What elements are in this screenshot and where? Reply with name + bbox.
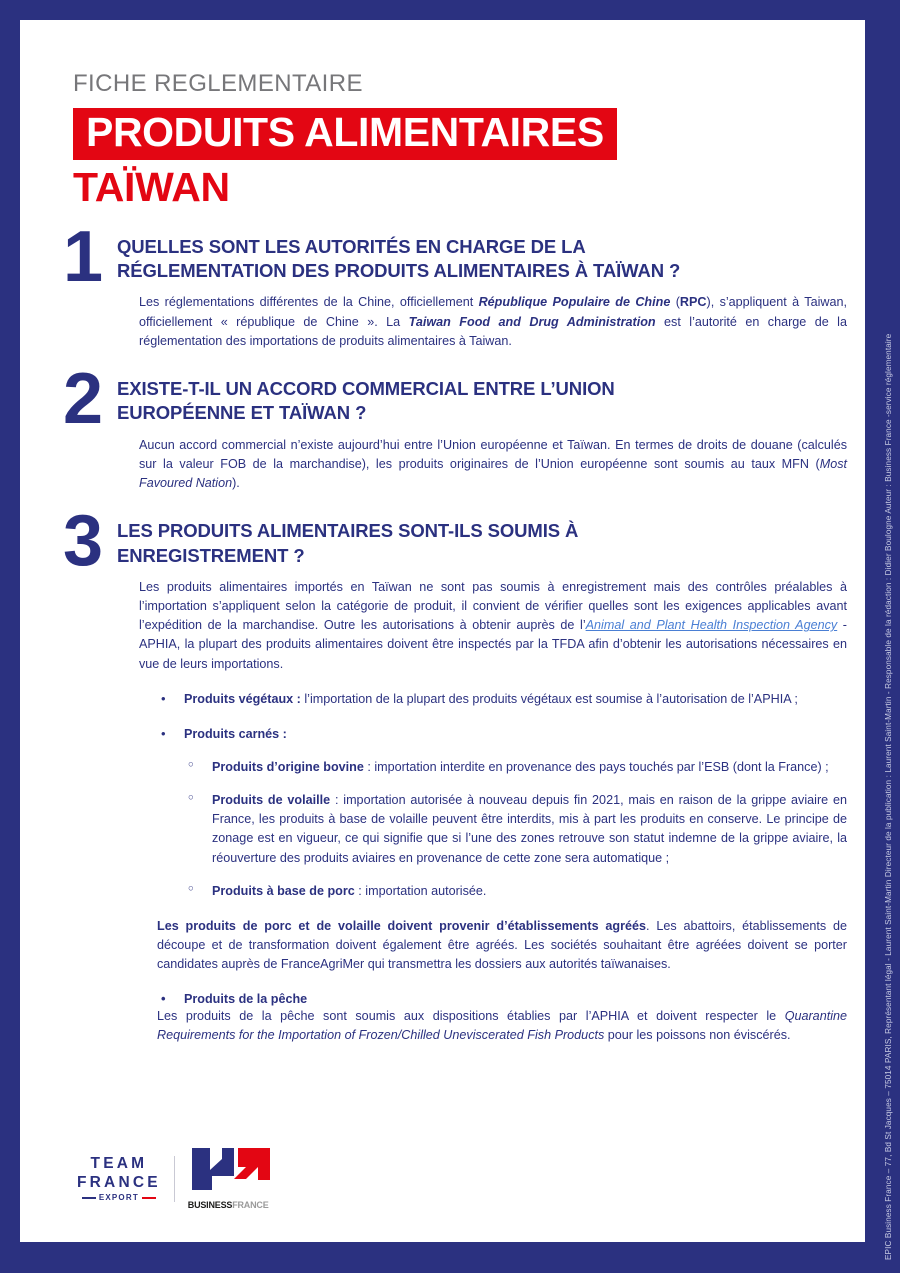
list-item-carnes	[157, 725, 847, 901]
page-subtitle-country: TAÏWAN	[73, 163, 230, 210]
section-3-heading-line-2: ENREGISTREMENT ?	[117, 544, 305, 566]
section-1-number: 1	[63, 216, 102, 297]
agrement-paragraph	[157, 917, 847, 974]
text-fragment: ), s’appliquent à Taiwan, officiellement « république de Chine ». La	[139, 295, 847, 329]
page-title: PRODUITS ALIMENTAIRES	[73, 108, 617, 160]
text-fragment: est l’autorité en charge de la réglementation des importations de produits alimentaires à Taiwan.	[139, 314, 847, 348]
section-2-heading-line-1: EXISTE-T-IL UN ACCORD COMMERCIAL ENTRE L’UNION	[117, 377, 615, 399]
text-fragment: - APHIA, la plupart des produits alimentaires doivent être inspectés par la TFDA afin d’obtenir les autorisations nécessaires en vue de leurs importations.	[139, 618, 847, 671]
section-2-heading	[117, 377, 847, 426]
bullet-label: Produits végétaux :	[184, 691, 301, 706]
section-3-heading	[117, 519, 847, 568]
product-category-list	[157, 690, 847, 901]
section-1-heading	[117, 235, 847, 284]
agrement-emphasis: Les produits de porc et de volaille doivent provenir d’établissements agréés	[157, 918, 647, 933]
tfe-line-france: FRANCE	[77, 1173, 161, 1191]
aphia-link[interactable]: Animal and Plant Health Inspection Agency	[585, 618, 838, 633]
legal-notice-vertical: EPIC Business France – 77, Bd St Jacques – 75014 PARIS, Représentant légal - Laurent Saint-Martin Directeur de la publication : Laurent Saint-Martin - Responsable de la rédaction : Didier Boulogne Auteur : Business France -service réglementaire	[884, 333, 893, 1260]
document-kicker: FICHE REGLEMENTAIRE	[73, 70, 363, 97]
section-3	[57, 501, 848, 1045]
wordmark-france: FRANCE	[232, 1200, 269, 1210]
rule-left-icon	[82, 1197, 96, 1199]
business-france-mark-icon	[188, 1146, 276, 1196]
document-content	[57, 70, 847, 1045]
list-item-bovine	[184, 758, 847, 777]
emphasis-rpc-full: République Populaire de Chine	[478, 295, 671, 310]
section-2	[57, 358, 847, 493]
bullet-text: l’importation de la plupart des produits végétaux est soumise à l’autorisation de l’APHIA ;	[300, 691, 798, 706]
sub-bullet-label: Produits d’origine bovine	[212, 759, 364, 774]
tfe-line-export-row	[77, 1194, 161, 1202]
section-1-paragraph	[139, 293, 847, 350]
tfe-line-team: TEAM	[90, 1155, 148, 1172]
text-fragment: (	[670, 295, 680, 310]
list-item-porc	[184, 882, 847, 901]
text-fragment: ).	[232, 476, 240, 490]
section-2-number: 2	[63, 358, 102, 439]
text-fragment: Aucun accord commercial n’existe aujourd’hui entre l’Union européenne et Taïwan. En termes de droits de douane (calculés sur la valeur FOB de la marchandise), les produits originaires de l’Union européenne sont soumis au taux MFN (	[139, 437, 847, 471]
list-item-volaille	[184, 791, 847, 868]
emphasis-mfn: Most Favoured Nation	[139, 456, 847, 490]
footer-logos	[77, 1146, 276, 1212]
logo-divider	[174, 1156, 175, 1202]
list-item-vegetaux	[157, 690, 847, 709]
section-1-heading-line-1: QUELLES SONT LES AUTORITÉS EN CHARGE DE LA	[117, 235, 586, 257]
text-fragment: Les produits de la pêche sont soumis aux dispositions établies par l’APHIA et doivent respecter le	[157, 1009, 785, 1024]
tfe-line-export: EXPORT	[98, 1193, 139, 1202]
sub-bullet-text: : importation interdite en provenance des pays touchés par l’ESB (dont la France) ;	[363, 759, 829, 774]
section-2-heading-line-2: EUROPÉENNE ET TAÏWAN ?	[117, 402, 367, 424]
team-france-export-logo	[77, 1156, 161, 1202]
sub-bullet-text: : importation autorisée à nouveau depuis fin 2021, mais en raison de la grippe aviaire en France, les produits à base de volaille peuvent être interdits, mis à part les produits en conserve. Le principe de zonage est en vigueur, ce qui signifie que si l’une des zones retrouve son statut indemne de la grippe aviaire, la réouverture des produits aviaires en provenance de cette zone sera automatique ;	[212, 793, 847, 865]
sub-bullet-text: : importation autorisée.	[354, 883, 487, 898]
section-1	[57, 216, 847, 351]
bullet-label: Produits carnés :	[184, 726, 287, 741]
wordmark-business: BUSINESS	[187, 1200, 233, 1210]
rule-right-icon	[142, 1197, 156, 1199]
business-france-logo	[188, 1146, 276, 1212]
section-3-heading-line-1: LES PRODUITS ALIMENTAIRES SONT-ILS SOUMIS À	[117, 520, 579, 542]
emphasis-tfda: Taiwan Food and Drug Administration	[408, 314, 656, 329]
section-1-heading-line-2: RÉGLEMENTATION DES PRODUITS ALIMENTAIRES À TAÏWAN ?	[117, 260, 681, 282]
page-canvas	[20, 20, 865, 1242]
text-fragment: Les réglementations différentes de la Chine, officiellement	[139, 295, 479, 310]
text-fragment: . Les abattoirs, établissements de découpe et de transformation doivent également être agréés. Les sociétés souhaitant être agréées doivent se porter candidates auprès de FranceAgriMer qui transmettra les dossiers aux autorités taïwanaises.	[157, 918, 848, 972]
section-2-paragraph	[139, 436, 847, 493]
text-fragment: Les produits alimentaires importés en Taïwan ne sont pas soumis à enregistrement mais des contrôles préalables à l’importation s’appliquent selon la catégorie de produit, il convient de vérifier quelles sont les exigences applicables avant l’expédition de la marchandise. Outre les autorisations à obtenir auprès de l’	[139, 579, 847, 633]
emphasis-quarantine-requirements: Quarantine Requirements for the Importation of Frozen/Chilled Uneviscerated Fish Products	[157, 1009, 847, 1043]
emphasis-rpc-abbr: RPC	[679, 295, 707, 310]
meat-subcategory-list	[184, 758, 847, 901]
sub-bullet-label: Produits à base de porc	[212, 883, 355, 898]
list-item-peche-label: • Produits de la pêche	[184, 992, 847, 1006]
business-france-wordmark	[188, 1200, 269, 1210]
peche-paragraph	[157, 1007, 847, 1045]
section-3-paragraph	[139, 578, 847, 674]
section-3-number: 3	[63, 501, 102, 582]
sub-bullet-label: Produits de volaille	[212, 793, 331, 808]
text-fragment: pour les poissons non éviscérés.	[604, 1028, 791, 1043]
